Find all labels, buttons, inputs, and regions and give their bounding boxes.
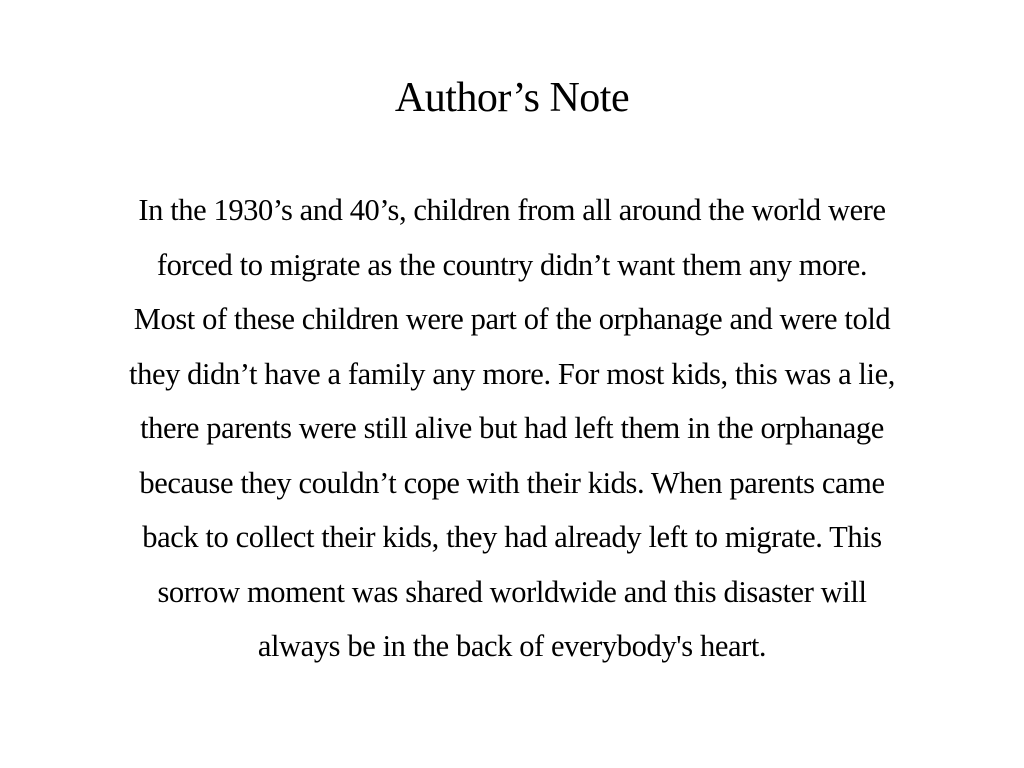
slide-title: Author’s Note xyxy=(394,75,630,121)
body-line: because they couldn’t cope with their kids. When parents came xyxy=(139,465,885,500)
slide-body xyxy=(60,183,964,674)
body-line: they didn’t have a family any more. For most kids, this was a lie, xyxy=(129,356,895,391)
body-line: back to collect their kids, they had already left to migrate. This xyxy=(142,520,882,554)
body-line: Most of these children were part of the orphanage and were told xyxy=(133,302,891,336)
body-line: In the 1930’s and 40’s, children from all around the world were xyxy=(138,193,886,227)
body-line: sorrow moment was shared worldwide and this disaster will xyxy=(157,574,867,609)
body-line: there parents were still alive but had left them in the orphanage xyxy=(140,411,884,445)
body-line: forced to migrate as the country didn’t want them any more. xyxy=(156,247,868,282)
body-line: always be in the back of everybody's heart. xyxy=(257,629,767,663)
